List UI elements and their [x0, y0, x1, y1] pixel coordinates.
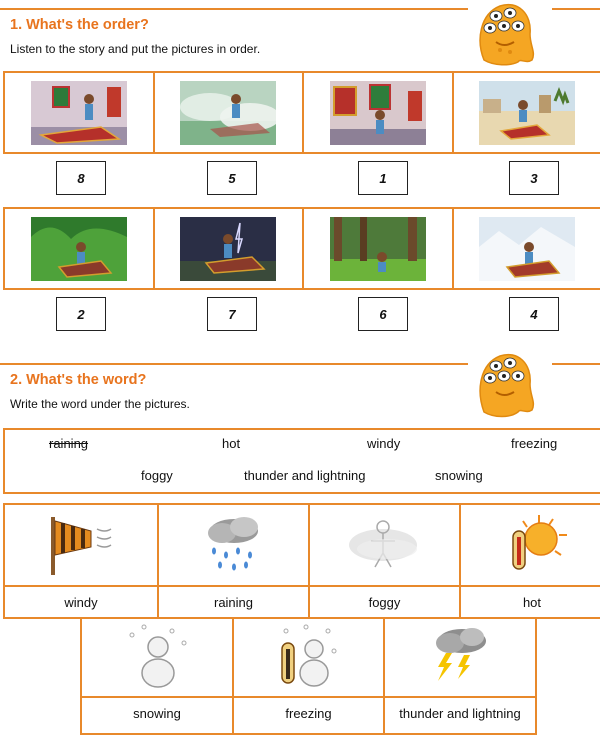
- section1-title: 1. What's the order?: [10, 17, 149, 33]
- section2-title: 2. What's the word?: [10, 372, 146, 388]
- storm-cloud-icon: [426, 623, 496, 687]
- weather-table-row-2: [80, 617, 537, 735]
- windsock-icon: [45, 513, 115, 577]
- order-answer-7[interactable]: 6: [358, 297, 408, 331]
- order-answer-2[interactable]: 5: [207, 161, 257, 195]
- story-picture-3: [304, 73, 454, 152]
- story-picture-6: [155, 209, 305, 288]
- story-picture-8: [454, 209, 600, 288]
- order-answer-6[interactable]: 7: [207, 297, 257, 331]
- weather-label-raining[interactable]: raining: [159, 595, 308, 610]
- fog-person-icon: [347, 515, 421, 575]
- word-bank-thunder: thunder and lightning: [244, 468, 365, 483]
- word-bank-snowing: snowing: [435, 468, 483, 483]
- weather-label-snowing[interactable]: snowing: [82, 706, 232, 721]
- snowman-icon: [122, 623, 192, 691]
- order-row-2: [3, 207, 600, 290]
- order-answer-3[interactable]: 1: [358, 161, 408, 195]
- order-answer-1[interactable]: 8: [56, 161, 106, 195]
- orange-monster-icon: [470, 0, 540, 70]
- order-answer-4[interactable]: 3: [509, 161, 559, 195]
- story-picture-5: [5, 209, 155, 288]
- story-picture-7: [304, 209, 454, 288]
- word-bank-raining: raining: [49, 436, 88, 451]
- weather-table-row-1: [3, 503, 600, 619]
- section2-instruction: Write the word under the pictures.: [10, 397, 190, 411]
- weather-label-windy[interactable]: windy: [5, 595, 157, 610]
- rain-cloud-icon: [200, 511, 270, 577]
- word-bank-freezing: freezing: [511, 436, 557, 451]
- weather-label-freezing[interactable]: freezing: [234, 706, 383, 721]
- story-picture-1: [5, 73, 155, 152]
- order-answer-8[interactable]: 4: [509, 297, 559, 331]
- weather-label-hot[interactable]: hot: [461, 595, 600, 610]
- order-row-1: [3, 71, 600, 154]
- order-answer-5[interactable]: 2: [56, 297, 106, 331]
- word-bank-windy: windy: [367, 436, 400, 451]
- word-bank-hot: hot: [222, 436, 240, 451]
- story-picture-2: [155, 73, 305, 152]
- weather-label-thunder[interactable]: thunder and lightning: [385, 706, 535, 721]
- sun-thermometer-icon: [503, 511, 569, 579]
- word-bank: [3, 428, 600, 494]
- story-picture-4: [454, 73, 600, 152]
- snowman-thermometer-icon: [272, 623, 342, 691]
- weather-label-foggy[interactable]: foggy: [310, 595, 459, 610]
- word-bank-foggy: foggy: [141, 468, 173, 483]
- orange-monster-icon: [470, 350, 540, 420]
- section1-instruction: Listen to the story and put the pictures in order.: [10, 42, 260, 56]
